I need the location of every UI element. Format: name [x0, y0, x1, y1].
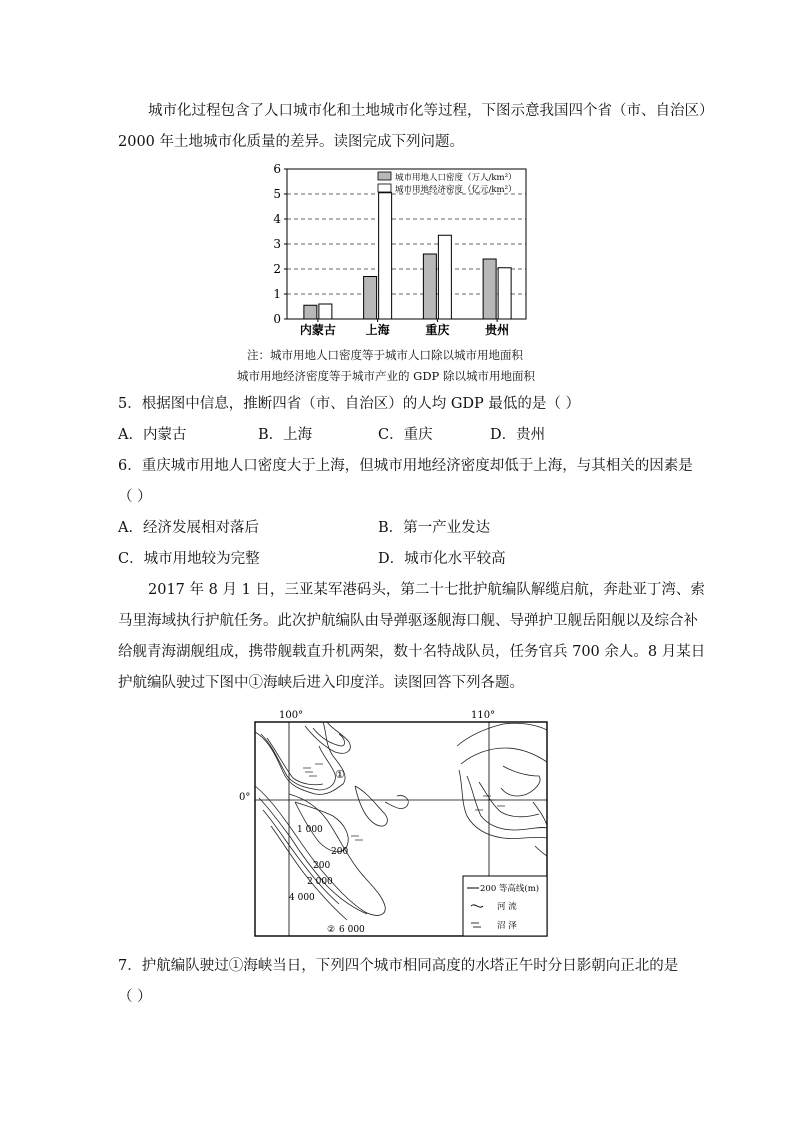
map-contour-4000: 4 000: [289, 893, 315, 903]
passage2-line-1: 2017 年 8 月 1 日，三亚某军港码头，第二十七批护航编队解缆启航，奔赴亚丁湾、索: [148, 582, 705, 598]
chart-bar: [498, 268, 511, 319]
map-lon-100: 100°: [279, 710, 304, 721]
map-contour-200a: 200: [331, 847, 349, 857]
q5-option-b: B．上海: [258, 427, 313, 443]
chart-ytick-label: 6: [273, 162, 281, 176]
passage2-line-2: 马里海域执行护航任务。此次护航编队由导弹驱逐舰海口舰、导弹护卫舰岳阳舰以及综合补: [118, 613, 698, 629]
chart-legend-swatch: [378, 172, 391, 180]
strait-map: [235, 706, 555, 942]
q6-option-d: D．城市化水平较高: [378, 551, 506, 567]
map-lat-0: 0°: [239, 792, 251, 803]
map-contour-2000: 2 000: [307, 877, 333, 887]
q6-stem: 6．重庆城市用地人口密度大于上海，但城市用地经济密度却低于上海，与其相关的因素是: [118, 458, 693, 474]
chart-xtick-label: 内蒙古: [299, 323, 336, 337]
chart-legend-swatch: [378, 184, 391, 192]
q6-option-c: C．城市用地较为完整: [118, 551, 260, 567]
map-legend-river: 河 流: [497, 902, 517, 912]
chart-ytick-label: 2: [273, 262, 281, 276]
bar-chart: [262, 160, 532, 342]
q6-option-b: B．第一产业发达: [378, 520, 491, 536]
q5-stem: 5．根据图中信息，推断四省（市、自治区）的人均 GDP 最低的是（ ）: [118, 396, 581, 412]
map-legend-swamp: 沼 泽: [497, 921, 517, 931]
chart-ytick-label: 0: [273, 312, 281, 326]
q5-option-a: A．内蒙古: [118, 427, 187, 443]
chart-ytick-label: 1: [273, 287, 281, 301]
chart-xtick-label: 上海: [365, 323, 390, 337]
map-contour-200b: 200: [313, 861, 331, 871]
intro-line-1: 城市化过程包含了人口城市化和土地城市化等过程，下图示意我国四个省（市、自治区）: [148, 103, 714, 119]
map-contour-1000: 1 000: [297, 825, 323, 835]
map-marker-1: ①: [335, 768, 345, 781]
chart-bar: [364, 277, 377, 320]
map-marker-2: ②: [327, 925, 336, 935]
passage2-line-3: 给舰青海湖舰组成，携带舰载直升机两架，数十名特战队员，任务官兵 700 余人。8 月某日: [118, 644, 706, 660]
q5-option-d: D．贵州: [490, 427, 546, 443]
q7-paren: （ ）: [118, 989, 152, 1005]
chart-xtick-label: 贵州: [485, 323, 510, 337]
chart-ytick-label: 5: [273, 187, 281, 201]
chart-ytick-label: 4: [273, 212, 281, 226]
chart-legend-label: 城市用地人口密度（万人/km²）: [395, 173, 517, 183]
chart-bar: [319, 304, 332, 319]
intro-line-2: 2000 年土地城市化质量的差异。读图完成下列问题。: [118, 134, 465, 150]
chart-legend-label: 城市用地经济密度（亿元/km²）: [395, 185, 517, 195]
chart-note-1: 注：城市用地人口密度等于城市人口除以城市用地面积: [247, 348, 523, 362]
map-contour-6000: 6 000: [339, 925, 365, 935]
chart-bar: [423, 254, 436, 319]
chart-bar: [379, 193, 392, 319]
chart-bar: [483, 259, 496, 319]
chart-note-2: 城市用地经济密度等于城市产业的 GDP 除以城市用地面积: [237, 369, 535, 383]
map-lon-110: 110°: [471, 710, 496, 721]
chart-ytick-label: 3: [273, 237, 281, 251]
q6-option-a: A．经济发展相对落后: [118, 520, 259, 536]
q7-stem: 7．护航编队驶过①海峡当日，下列四个城市相同高度的水塔正午时分日影朝向正北的是: [118, 958, 679, 974]
map-legend-contour: 200 等高线(m): [480, 884, 540, 894]
chart-bar: [438, 235, 451, 319]
chart-xtick-label: 重庆: [425, 323, 450, 337]
q6-paren: （ ）: [118, 489, 152, 505]
chart-bar: [304, 305, 317, 319]
passage2-line-4: 护航编队驶过下图中①海峡后进入印度洋。读图回答下列各题。: [118, 675, 524, 691]
q5-option-c: C．重庆: [378, 427, 433, 443]
